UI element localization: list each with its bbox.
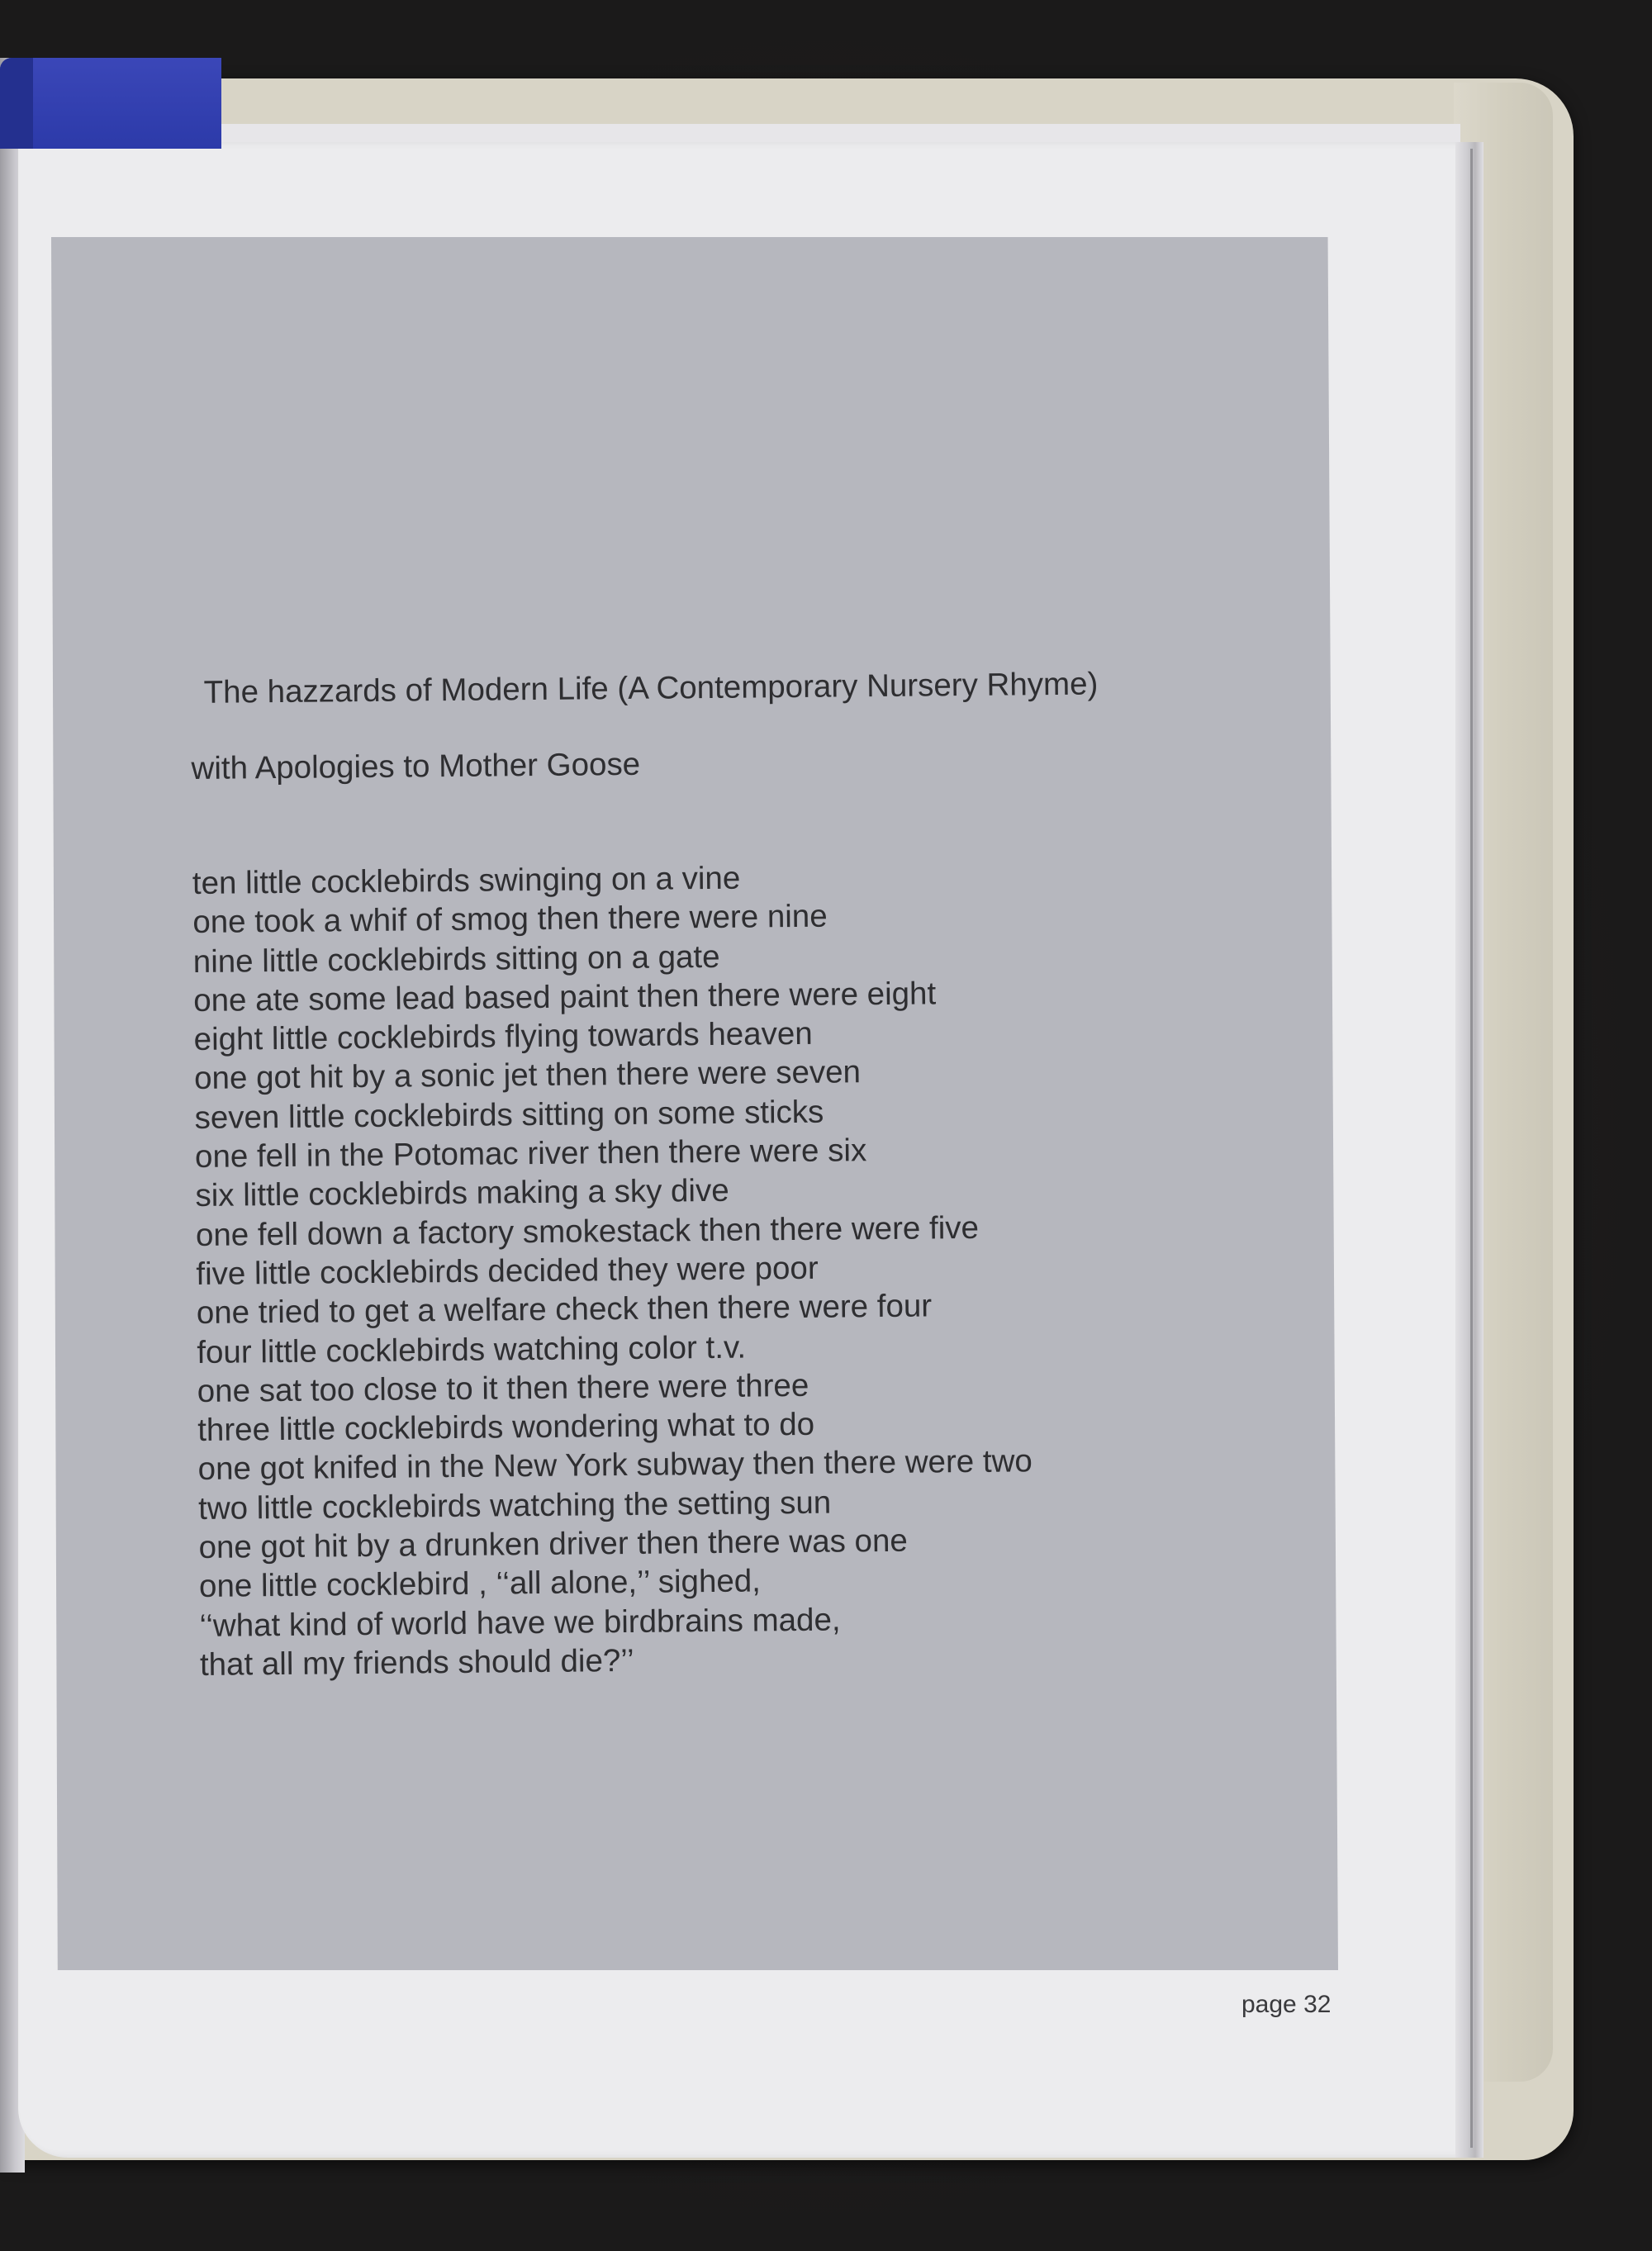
poem-line: one sat too close to it then there were three (197, 1367, 809, 1409)
page-fold-line (1470, 149, 1473, 2148)
blue-tab-edge (0, 58, 33, 149)
poem-line: nine little cocklebirds sitting on a gate (192, 938, 720, 980)
poem-line: one fell in the Potomac river then there were six (194, 1133, 867, 1175)
poem-line: one got hit by a drunken driver then there was one (198, 1522, 909, 1565)
poem-line: one fell down a factory smokestack then there were five (195, 1209, 980, 1253)
poem-line: one ate some lead based paint then there were eight (193, 976, 937, 1019)
poem-line: one tried to get a welfare check then there were four (196, 1288, 933, 1332)
poem-line: six little cocklebirds making a sky dive (195, 1173, 729, 1214)
poem-line: one little cocklebird , ‘‘all alone,’’ sighed, (198, 1563, 762, 1605)
poem-line: one got knifed in the New York subway then there were two (197, 1443, 1033, 1488)
poem-line: ‘‘what kind of world have we birdbrains made, (199, 1602, 841, 1644)
poem-line: two little cocklebirds watching the setting sun (197, 1484, 832, 1527)
poem-line: eight little cocklebirds flying towards heaven (193, 1015, 813, 1058)
poem-lines (192, 853, 1307, 1684)
blue-tab (0, 58, 221, 149)
poem-title (190, 625, 1298, 826)
poem-line: five little cocklebirds decided they were poor (196, 1250, 819, 1292)
poem-line: one got hit by a sonic jet then there were seven (193, 1054, 862, 1097)
poem-line: ten little cocklebirds swinging on a vine (192, 860, 741, 901)
page-right-edge (1455, 142, 1483, 2158)
poem (190, 625, 1307, 1684)
poem-line: three little cocklebirds wondering what to do (197, 1406, 815, 1449)
poem-title-line-1: The hazzards of Modern Life (A Contemporary Nursery Rhyme) (203, 666, 1099, 710)
poem-line: seven little cocklebirds sitting on some sticks (194, 1094, 824, 1136)
poem-title-line-2: with Apologies to Mother Goose (191, 746, 641, 786)
poem-line: one took a whif of smog then there were nine (192, 898, 828, 941)
page-number: page 32 (1241, 1991, 1332, 2018)
poem-line: that all my friends should die?’’ (199, 1642, 634, 1683)
poem-line: four little cocklebirds watching color t.v. (197, 1329, 747, 1370)
